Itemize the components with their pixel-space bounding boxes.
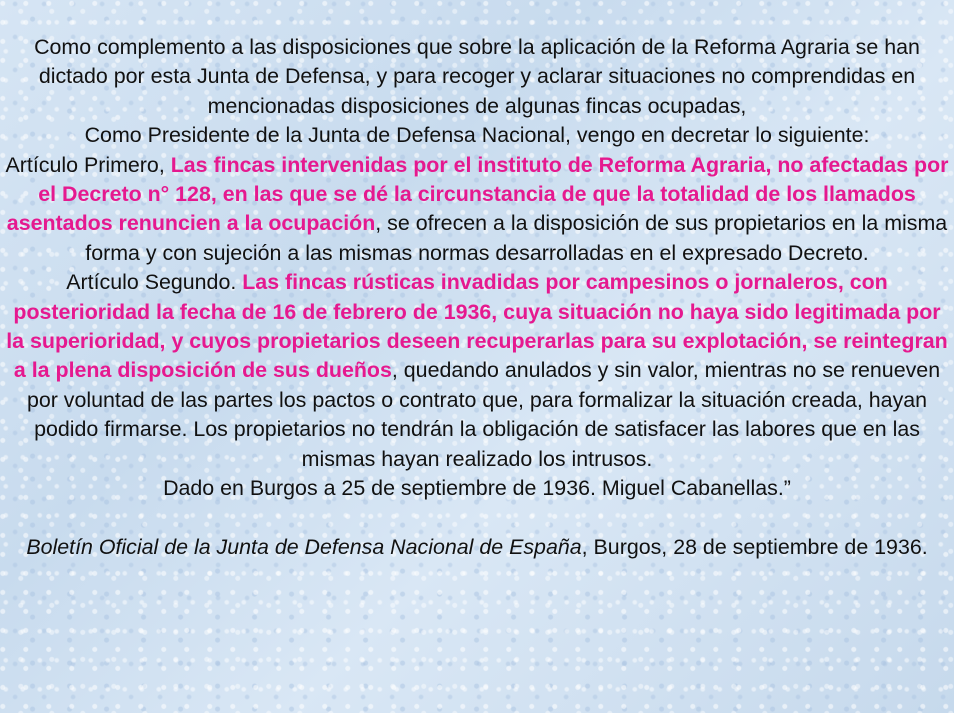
article-1 [4, 151, 950, 269]
article-2-highlight: Las fincas rústicas invadidas por campesinos o jornaleros, con posterioridad la fecha de 16 de febrero de 1936, cuya situación no haya sido legitimada por la superioridad, y cuyos propietarios deseen recuperarlas para su explotación, se reintegran a la plena disposición de sus dueños [6, 270, 948, 383]
article-2 [4, 268, 950, 474]
decree-intro: Como Presidente de la Junta de Defensa Nacional, vengo en decretar lo siguiente: [84, 123, 870, 148]
signature-line: Dado en Burgos a 25 de septiembre de 1936. Miguel Cabanellas.” [163, 476, 791, 501]
source-title: Boletín Oficial de la Junta de Defensa Nacional de España [26, 534, 582, 559]
article-2-lead: Artículo Segundo. [66, 270, 243, 295]
article-1-lead: Artículo Primero, [5, 152, 171, 177]
article-1-rest: , se ofrecen a la disposición de sus propietarios en la misma forma y con sujeción a las mismas normas desarrolladas en el expresado Decreto. [85, 211, 948, 265]
spacer [4, 504, 950, 533]
article-2-rest: , quedando anulados y sin valor, mientras no se renueven por voluntad de las partes los pactos o contrato que, para formalizar la situación creada, hayan podido firmarse. Los propietarios no tendrán la obligación de satisfacer las labores que en las mismas hayan realizado los intrusos. [26, 358, 941, 471]
article-1-highlight: Las fincas intervenidas por el instituto de Reforma Agraria, no afectadas por el Decreto n° 128, en las que se dé la circunstancia de que la totalidad de los llamados asentados renuncien a la ocupación [6, 152, 949, 236]
preamble-paragraph: Como complemento a las disposiciones que sobre la aplicación de la Reforma Agraria se han dictado por esta Junta de Defensa, y para recoger y aclarar situaciones no comprendidas en mencionadas disposiciones de algunas fincas ocupadas, [34, 35, 920, 118]
source-citation [4, 533, 950, 562]
source-rest: , Burgos, 28 de septiembre de 1936. [581, 534, 928, 559]
